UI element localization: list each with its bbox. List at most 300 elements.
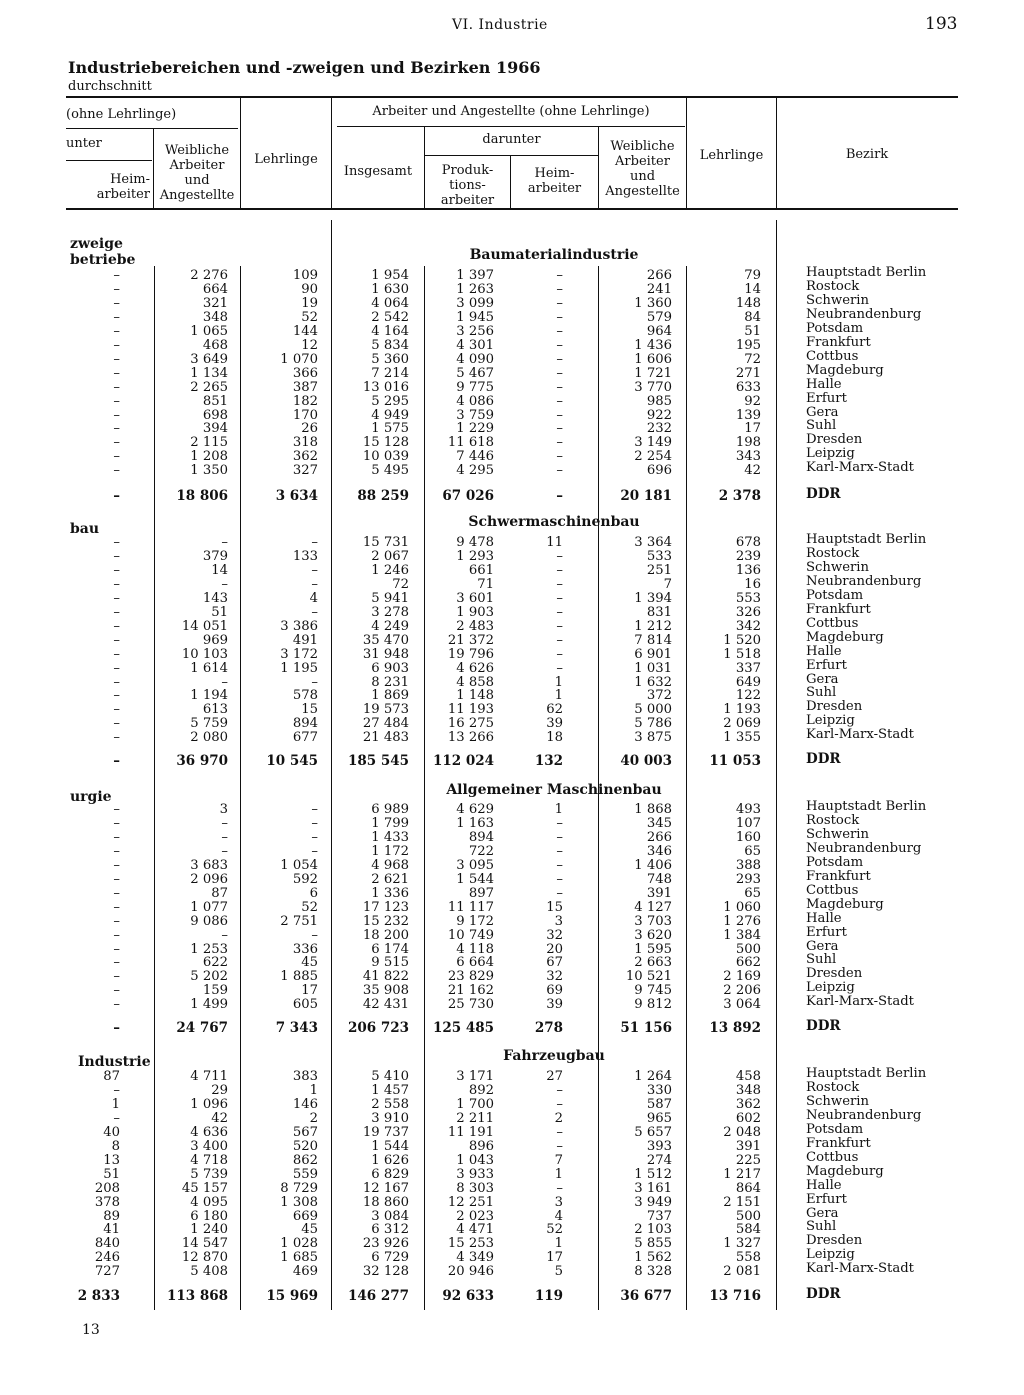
col-produktionsarbeiter: 25 730 (447, 997, 494, 1013)
total-col-lehrlinge: 3 634 (275, 488, 318, 504)
total-col-insgesamt: 206 723 (347, 1020, 409, 1036)
col-weibliche: 2 265 (190, 379, 228, 395)
col-produktionsarbeiter: 1 229 (456, 421, 494, 437)
col-weibliche: 14 547 (181, 1236, 228, 1252)
col-weibliche: – (221, 843, 228, 859)
col-weibliche-2: 3 620 (634, 927, 672, 943)
col-insgesamt: 7 214 (371, 365, 409, 381)
col-weibliche: 4 095 (190, 1194, 228, 1210)
col-unter-heimarbeiter: – (113, 871, 120, 887)
bezirk-name: Dresden (806, 966, 863, 982)
bezirk-name: Dresden (806, 699, 863, 715)
col-lehrlinge-2: 337 (735, 660, 761, 676)
col-produktionsarbeiter: 1 903 (456, 604, 494, 620)
col-insgesamt: 4 164 (371, 323, 409, 339)
col-unter-heimarbeiter: – (113, 913, 120, 929)
col-unter-heimarbeiter: – (113, 927, 120, 943)
bezirk-name: Hauptstadt Berlin (806, 1066, 927, 1081)
bezirk-name: Frankfurt (806, 868, 871, 884)
col-lehrlinge: 894 (292, 716, 318, 732)
col-heimarbeiter: 2 (554, 1110, 563, 1126)
bezirk-name: Cottbus (806, 615, 859, 631)
col-unter-heimarbeiter: – (113, 295, 120, 311)
col-produktionsarbeiter: 1 043 (456, 1152, 494, 1168)
col-insgesamt: 72 (392, 576, 409, 592)
col-lehrlinge-2: 584 (735, 1222, 761, 1238)
col-lehrlinge: 605 (292, 997, 318, 1013)
col-heimarbeiter: – (556, 1124, 563, 1140)
col-weibliche: – (221, 576, 228, 592)
total-col-unter-heimarbeiter: – (113, 753, 120, 769)
bezirk-name: Dresden (806, 1233, 863, 1249)
col-lehrlinge-2: 107 (735, 815, 761, 831)
col-unter-heimarbeiter: – (113, 815, 120, 831)
col-insgesamt: 5 941 (371, 590, 409, 606)
bezirk-name: Hauptstadt Berlin (806, 799, 927, 814)
col-produktionsarbeiter: 894 (468, 829, 494, 845)
col-weibliche-2: 922 (646, 407, 672, 423)
col-unter-heimarbeiter: – (113, 351, 120, 367)
col-lehrlinge-2: 343 (735, 449, 761, 465)
total-col-weibliche: 18 806 (176, 488, 228, 504)
bezirk-name: Gera (806, 1205, 839, 1221)
col-weibliche-2: 1 606 (634, 351, 672, 367)
section-title: Schwermaschinenbau (468, 514, 640, 530)
col-lehrlinge-2: 602 (735, 1110, 761, 1126)
col-weibliche: 3 683 (190, 857, 228, 873)
col-insgesamt: 2 542 (371, 309, 409, 325)
total-col-unter-heimarbeiter: 2 833 (77, 1288, 120, 1304)
bezirk-name: Rostock (806, 278, 860, 294)
col-heimarbeiter: 20 (546, 941, 563, 957)
col-unter-heimarbeiter: – (113, 562, 120, 578)
col-weibliche: 29 (211, 1082, 228, 1098)
bezirk-name: Cottbus (806, 1149, 859, 1165)
col-produktionsarbeiter: 661 (468, 562, 494, 578)
col-heimarbeiter: 1 (554, 688, 563, 704)
bezirk-total-label: DDR (806, 1018, 841, 1034)
total-col-weibliche-2: 36 677 (620, 1288, 672, 1304)
col-weibliche: 1 499 (190, 997, 228, 1013)
col-lehrlinge-2: 195 (735, 337, 761, 353)
col-lehrlinge: 327 (292, 463, 318, 479)
col-weibliche-2: 345 (646, 815, 672, 831)
col-lehrlinge: 45 (301, 955, 318, 971)
total-col-lehrlinge-2: 13 716 (709, 1288, 761, 1304)
col-insgesamt: 6 729 (371, 1250, 409, 1266)
bezirk-name: Frankfurt (806, 601, 871, 617)
col-heimarbeiter: – (556, 548, 563, 564)
col-produktionsarbeiter: 21 162 (447, 983, 494, 999)
col-produktionsarbeiter: 7 446 (456, 449, 494, 465)
col-produktionsarbeiter: 1 945 (456, 309, 494, 325)
col-produktionsarbeiter: 897 (468, 885, 494, 901)
col-lehrlinge: 3 172 (280, 646, 318, 662)
bezirk-name: Neubrandenburg (806, 573, 922, 589)
col-weibliche: 9 086 (190, 913, 228, 929)
col-weibliche-2: 346 (646, 843, 672, 859)
col-insgesamt: 13 016 (362, 379, 409, 395)
col-produktionsarbeiter: 4 090 (456, 351, 494, 367)
col-produktionsarbeiter: 11 117 (447, 899, 494, 915)
col-lehrlinge-2: 662 (735, 955, 761, 971)
col-lehrlinge: 146 (292, 1096, 318, 1112)
col-weibliche-2: 965 (646, 1110, 672, 1126)
col-unter-heimarbeiter: – (113, 660, 120, 676)
col-insgesamt: 1 869 (371, 688, 409, 704)
col-weibliche: – (221, 829, 228, 845)
col-insgesamt: 18 860 (362, 1194, 409, 1210)
col-insgesamt: 1 626 (371, 1152, 409, 1168)
col-produktionsarbeiter: 4 626 (456, 660, 494, 676)
col-unter-heimarbeiter: – (113, 379, 120, 395)
col-weibliche-2: 748 (646, 871, 672, 887)
col-insgesamt: 1 954 (371, 268, 409, 283)
col-produktionsarbeiter: 4 471 (456, 1222, 494, 1238)
header-lehrlinge-2: Lehrlinge (699, 148, 764, 163)
col-lehrlinge-2: 42 (744, 463, 761, 479)
col-heimarbeiter: 1 (554, 802, 563, 817)
col-insgesamt: 2 621 (371, 871, 409, 887)
total-col-lehrlinge-2: 11 053 (709, 753, 761, 769)
col-heimarbeiter: 1 (554, 674, 563, 690)
col-lehrlinge: – (311, 604, 318, 620)
col-produktionsarbeiter: 3 171 (456, 1069, 494, 1084)
col-weibliche-2: 831 (646, 604, 672, 620)
total-col-lehrlinge: 15 969 (266, 1288, 318, 1304)
col-produktionsarbeiter: 3 759 (456, 407, 494, 423)
col-heimarbeiter: – (556, 885, 563, 901)
col-unter-heimarbeiter: 727 (94, 1264, 120, 1280)
col-lehrlinge-2: 362 (735, 1096, 761, 1112)
col-lehrlinge-2: 558 (735, 1250, 761, 1266)
col-heimarbeiter: – (556, 351, 563, 367)
col-weibliche-2: 3 949 (634, 1194, 672, 1210)
col-produktionsarbeiter: 3 099 (456, 295, 494, 311)
col-lehrlinge-2: 2 169 (723, 969, 761, 985)
col-weibliche-2: 7 (663, 576, 672, 592)
col-unter-heimarbeiter: – (113, 449, 120, 465)
col-heimarbeiter: 67 (546, 955, 563, 971)
col-unter-heimarbeiter: – (113, 885, 120, 901)
col-weibliche-2: 1 212 (634, 618, 672, 634)
col-lehrlinge: 15 (301, 702, 318, 718)
col-produktionsarbeiter: 3 256 (456, 323, 494, 339)
section-left-title: zweige betriebe (70, 236, 136, 268)
col-weibliche-2: 9 812 (634, 997, 672, 1013)
col-weibliche-2: 6 901 (634, 646, 672, 662)
col-weibliche: 14 051 (181, 618, 228, 634)
total-col-produktionsarbeiter: 112 024 (432, 753, 494, 769)
col-weibliche-2: 2 254 (634, 449, 672, 465)
col-lehrlinge-2: 391 (735, 1138, 761, 1154)
total-col-weibliche-2: 51 156 (620, 1020, 672, 1036)
col-unter-heimarbeiter: – (113, 435, 120, 451)
bezirk-name: Magdeburg (806, 629, 884, 645)
col-lehrlinge-2: 1 217 (723, 1166, 761, 1182)
col-lehrlinge-2: 649 (735, 674, 761, 690)
col-insgesamt: 1 630 (371, 281, 409, 297)
header-rule-right (337, 126, 685, 127)
col-weibliche: 14 (211, 562, 228, 578)
bezirk-total-label: DDR (806, 751, 841, 767)
col-lehrlinge-2: 136 (735, 562, 761, 578)
col-lehrlinge-2: 500 (735, 1208, 761, 1224)
col-heimarbeiter: 4 (554, 1208, 563, 1224)
col-unter-heimarbeiter: – (113, 716, 120, 732)
col-weibliche: 1 253 (190, 941, 228, 957)
col-unter-heimarbeiter: – (113, 548, 120, 564)
col-heimarbeiter: – (556, 632, 563, 648)
col-weibliche: 6 180 (190, 1208, 228, 1224)
total-col-lehrlinge: 7 343 (275, 1020, 318, 1036)
bezirk-name: Erfurt (806, 390, 847, 406)
header-heimarbeiter: Heim- arbeiter (96, 172, 150, 202)
col-lehrlinge: 366 (292, 365, 318, 381)
col-weibliche-2: 1 436 (634, 337, 672, 353)
col-insgesamt: 4 064 (371, 295, 409, 311)
section-title: Baumaterialindustrie (469, 247, 639, 263)
col-produktionsarbeiter: 1 397 (456, 268, 494, 283)
col-unter-heimarbeiter: – (113, 802, 120, 817)
col-heimarbeiter: 1 (554, 1166, 563, 1182)
col-lehrlinge-2: 160 (735, 829, 761, 845)
col-produktionsarbeiter: 11 193 (447, 702, 494, 718)
col-heimarbeiter: – (556, 604, 563, 620)
col-heimarbeiter: – (556, 295, 563, 311)
col-produktionsarbeiter: 20 946 (447, 1264, 494, 1280)
col-lehrlinge: 491 (292, 632, 318, 648)
col-weibliche-2: 696 (646, 463, 672, 479)
bezirk-name: Leipzig (806, 980, 855, 996)
col-lehrlinge: 559 (292, 1166, 318, 1182)
section-left-title: bau (70, 521, 100, 537)
col-weibliche-2: 9 745 (634, 983, 672, 999)
col-lehrlinge-2: 65 (744, 885, 761, 901)
col-produktionsarbeiter: 8 303 (456, 1180, 494, 1196)
col-heimarbeiter: – (556, 576, 563, 592)
col-unter-heimarbeiter: 8 (111, 1138, 120, 1154)
col-lehrlinge: 1 195 (280, 660, 318, 676)
col-lehrlinge-2: 864 (735, 1180, 761, 1196)
col-heimarbeiter: – (556, 1180, 563, 1196)
bezirk-name: Halle (806, 643, 842, 659)
col-lehrlinge: 12 (301, 337, 318, 353)
col-lehrlinge-2: 388 (735, 857, 761, 873)
body-divider (154, 266, 155, 1310)
col-weibliche: 2 115 (190, 435, 228, 451)
bezirk-name: Karl-Marx-Stadt (806, 994, 914, 1010)
total-col-produktionsarbeiter: 125 485 (432, 1020, 494, 1036)
col-heimarbeiter: 18 (546, 730, 563, 746)
col-lehrlinge: 669 (292, 1208, 318, 1224)
col-lehrlinge-2: 92 (744, 393, 761, 409)
total-col-weibliche-2: 40 003 (620, 753, 672, 769)
bezirk-name: Magdeburg (806, 362, 884, 378)
col-unter-heimarbeiter: – (113, 983, 120, 999)
col-heimarbeiter: – (556, 435, 563, 451)
col-weibliche: 1 614 (190, 660, 228, 676)
col-unter-heimarbeiter: 89 (103, 1208, 120, 1224)
col-lehrlinge: 1 070 (280, 351, 318, 367)
col-heimarbeiter: 39 (546, 997, 563, 1013)
col-produktionsarbeiter: 892 (468, 1082, 494, 1098)
col-weibliche-2: 1 264 (634, 1069, 672, 1084)
col-unter-heimarbeiter: – (113, 702, 120, 718)
header-rule-darunter (425, 155, 598, 156)
col-insgesamt: 1 172 (371, 843, 409, 859)
col-lehrlinge-2: 139 (735, 407, 761, 423)
col-heimarbeiter: 5 (554, 1264, 563, 1280)
col-lehrlinge: – (311, 927, 318, 943)
col-unter-heimarbeiter: – (113, 590, 120, 606)
bezirk-name: Gera (806, 404, 839, 420)
col-lehrlinge: – (311, 829, 318, 845)
col-insgesamt: 4 249 (371, 618, 409, 634)
col-produktionsarbeiter: 4 295 (456, 463, 494, 479)
total-col-lehrlinge-2: 2 378 (718, 488, 761, 504)
col-lehrlinge-2: 2 206 (723, 983, 761, 999)
col-weibliche-2: 3 364 (634, 535, 672, 550)
col-heimarbeiter: – (556, 829, 563, 845)
col-weibliche: 5 408 (190, 1264, 228, 1280)
col-lehrlinge: 318 (292, 435, 318, 451)
col-produktionsarbeiter: 21 372 (447, 632, 494, 648)
col-lehrlinge: 2 751 (280, 913, 318, 929)
col-weibliche: 143 (202, 590, 228, 606)
col-weibliche-2: 5 000 (634, 702, 672, 718)
col-weibliche: 3 400 (190, 1138, 228, 1154)
col-insgesamt: 5 495 (371, 463, 409, 479)
col-lehrlinge-2: 326 (735, 604, 761, 620)
col-produktionsarbeiter: 71 (477, 576, 494, 592)
col-insgesamt: 18 200 (362, 927, 409, 943)
col-lehrlinge-2: 342 (735, 618, 761, 634)
col-heimarbeiter: – (556, 871, 563, 887)
col-unter-heimarbeiter: – (113, 604, 120, 620)
col-weibliche-2: 10 521 (625, 969, 672, 985)
col-insgesamt: 6 174 (371, 941, 409, 957)
total-col-lehrlinge: 10 545 (266, 753, 318, 769)
col-produktionsarbeiter: 12 251 (447, 1194, 494, 1210)
col-insgesamt: 15 731 (362, 535, 409, 550)
col-weibliche: 3 (219, 802, 228, 817)
col-lehrlinge-2: 493 (735, 802, 761, 817)
col-produktionsarbeiter: 3 601 (456, 590, 494, 606)
col-unter-heimarbeiter: 51 (103, 1166, 120, 1182)
col-produktionsarbeiter: 4 118 (456, 941, 494, 957)
col-lehrlinge-2: 553 (735, 590, 761, 606)
bezirk-name: Neubrandenburg (806, 306, 922, 322)
col-weibliche-2: 7 814 (634, 632, 672, 648)
total-col-weibliche: 36 970 (176, 753, 228, 769)
col-lehrlinge-2: 1 384 (723, 927, 761, 943)
col-heimarbeiter: – (556, 309, 563, 325)
bezirk-name: Halle (806, 376, 842, 392)
col-lehrlinge-2: 148 (735, 295, 761, 311)
header-lehrlinge: Lehrlinge (254, 152, 318, 167)
col-lehrlinge-2: 51 (744, 323, 761, 339)
col-insgesamt: 1 246 (371, 562, 409, 578)
col-lehrlinge: 170 (292, 407, 318, 423)
col-insgesamt: 9 515 (371, 955, 409, 971)
total-col-insgesamt: 146 277 (347, 1288, 409, 1304)
col-unter-heimarbeiter: 1 (111, 1096, 120, 1112)
col-weibliche: 4 718 (190, 1152, 228, 1168)
col-insgesamt: 35 470 (362, 632, 409, 648)
col-weibliche: 1 077 (190, 899, 228, 915)
col-weibliche-2: 1 562 (634, 1250, 672, 1266)
col-unter-heimarbeiter: – (113, 941, 120, 957)
col-weibliche-2: 232 (646, 421, 672, 437)
col-produktionsarbeiter: 1 163 (456, 815, 494, 831)
col-insgesamt: 21 483 (362, 730, 409, 746)
col-lehrlinge-2: 198 (735, 435, 761, 451)
bezirk-name: Karl-Marx-Stadt (806, 727, 914, 743)
bezirk-name: Erfurt (806, 657, 847, 673)
running-header-section: VI. Industrie (452, 17, 548, 33)
col-heimarbeiter: 11 (546, 535, 563, 550)
col-unter-heimarbeiter: 13 (103, 1152, 120, 1168)
col-unter-heimarbeiter: 41 (103, 1222, 120, 1238)
bezirk-name: Suhl (806, 418, 837, 434)
col-weibliche: – (221, 674, 228, 690)
col-insgesamt: 5 834 (371, 337, 409, 353)
col-lehrlinge: 90 (301, 281, 318, 297)
bezirk-name: Schwerin (806, 826, 870, 842)
col-lehrlinge: 1 885 (280, 969, 318, 985)
bezirk-name: Potsdam (806, 854, 864, 870)
col-heimarbeiter: – (556, 660, 563, 676)
page-number: 193 (925, 14, 958, 34)
bezirk-name: Magdeburg (806, 1163, 884, 1179)
col-lehrlinge-2: 458 (735, 1069, 761, 1084)
bezirk-name: Potsdam (806, 1121, 864, 1137)
col-insgesamt: 4 968 (371, 857, 409, 873)
col-unter-heimarbeiter: – (113, 281, 120, 297)
bezirk-name: Halle (806, 910, 842, 926)
col-insgesamt: 6 903 (371, 660, 409, 676)
col-heimarbeiter: – (556, 815, 563, 831)
col-insgesamt: 1 544 (371, 1138, 409, 1154)
col-lehrlinge-2: 293 (735, 871, 761, 887)
col-weibliche: 851 (202, 393, 228, 409)
col-heimarbeiter: 52 (546, 1222, 563, 1238)
col-lehrlinge: 6 (309, 885, 318, 901)
table-title: Industriebereichen und -zweigen und Bezirken 1966 (68, 58, 541, 77)
col-produktionsarbeiter: 4 086 (456, 393, 494, 409)
col-weibliche-2: 372 (646, 688, 672, 704)
col-lehrlinge-2: 2 048 (723, 1124, 761, 1140)
col-insgesamt: 1 575 (371, 421, 409, 437)
bezirk-name: Leipzig (806, 1247, 855, 1263)
col-lehrlinge: 8 729 (280, 1180, 318, 1196)
bezirk-name: Cottbus (806, 348, 859, 364)
col-lehrlinge-2: 348 (735, 1082, 761, 1098)
col-weibliche: – (221, 927, 228, 943)
col-weibliche: – (221, 535, 228, 550)
col-lehrlinge-2: 16 (744, 576, 761, 592)
col-insgesamt: 12 167 (362, 1180, 409, 1196)
bezirk-name: Neubrandenburg (806, 1107, 922, 1123)
col-lehrlinge: – (311, 674, 318, 690)
bezirk-name: Karl-Marx-Stadt (806, 1261, 914, 1277)
col-lehrlinge: 578 (292, 688, 318, 704)
col-weibliche: 45 157 (181, 1180, 228, 1196)
bezirk-name: Schwerin (806, 1093, 870, 1109)
col-heimarbeiter: 62 (546, 702, 563, 718)
col-weibliche-2: 266 (646, 268, 672, 283)
